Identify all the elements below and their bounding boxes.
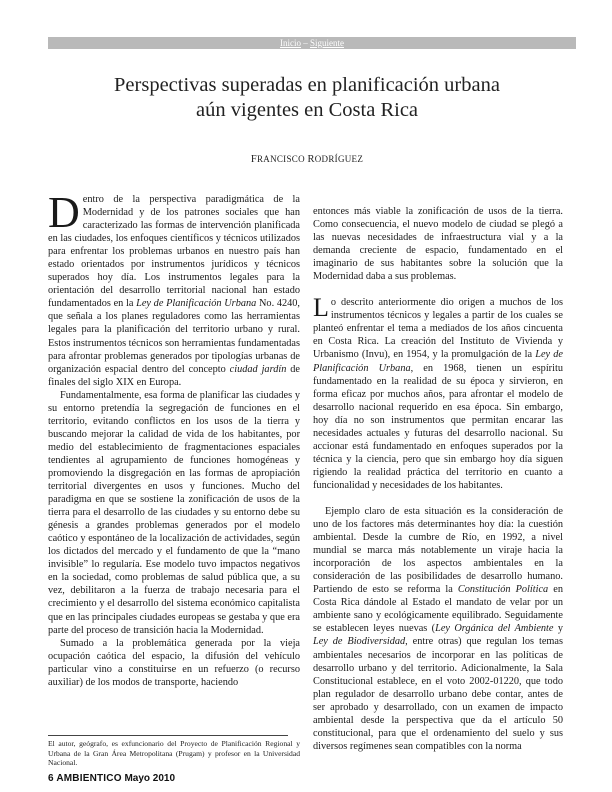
home-link[interactable]: Inicio xyxy=(280,38,301,48)
page-number: 6 xyxy=(48,773,54,784)
paragraph-text: , en 1968, tienen un espíritu fundamentado en la realidad de su época y sirvieron, en forma eficaz por muchos años, para afrontar el modelo de desarrollo nacional requerido en esa época. Sin embargo, hoy día no son instrumentos que permitan encarar las necesidades actuales y futuras del desarrollo nacional. Su accionar está fundamentado en enfoques superados por la técnica y la ciencia, pero que sin embargo hoy día siguen rigiendo la realidad práctica del territorio en cuanto a funcionalidad y necesidades de los habitantes. xyxy=(313,362,563,491)
nav-separator: – xyxy=(301,38,310,48)
paragraph-text: entro de la perspectiva paradigmática de la Modernidad y de los patrones sociales que han caracterizado las formas de intervención planificada en las ciudades, los enfoques científicos y técnicos utilizados para enfrentar los problemas urbanos en nuestro país han estado orientados por instrumentos jurídicos y técnicos superados hoy día. Los instrumentos legales para la orientación del desarrollo territorial nacional han estado fundamentados en la xyxy=(48,194,300,310)
drop-cap-d: D xyxy=(48,188,80,237)
author-initial-1: F xyxy=(250,154,257,165)
law-title: Ley de Biodiversidad xyxy=(313,636,406,648)
magazine-logo: AMBIENTICO xyxy=(56,773,122,784)
paragraph-text: o descrito anteriormente dio origen a muchos de los instrumentos técnicos y legales a partir de los cuales se planteó enfrentar el tema a mediados de los años cincuenta en Costa Rica. La creación del Instituto de Vivienda y Urbanismo (Invu), en 1954, y la promulgación de la xyxy=(313,297,563,361)
author-initial-2: R xyxy=(307,154,315,165)
paragraph-text: Ejemplo claro de esta situación es la consideración de uno de los factores más determinantes hoy día: la cuestión ambiental. Desde la cumbre de Río, en 1992, a nivel mundial se marca más notablemente un viraje hacia la incorporación de los aspectos ambientales en la consideración de las posibilidades de desarrollo humano. Partiendo de esto se reforma la xyxy=(313,505,563,596)
author-rest-1: RANCISCO xyxy=(256,154,308,164)
issue-date: Mayo 2010 xyxy=(124,773,176,784)
law-title: Ley de Planificación Urbana xyxy=(136,298,257,310)
law-title: Ley Orgánica del Ambiente xyxy=(435,623,554,635)
page-footer xyxy=(48,773,175,784)
right-column xyxy=(313,205,563,753)
nav-links xyxy=(48,37,576,49)
drop-cap-l: L xyxy=(313,293,329,323)
footnote-divider xyxy=(48,735,288,736)
concept-term: ciudad jardín xyxy=(229,363,287,375)
paragraph-text: y xyxy=(553,623,563,635)
paragraph-text: en Costa Rica dándole al Estado el mandato de velar por un ambiente sano y ecológicamente equilibrado. Seguidamente se establecen leyes nuevas ( xyxy=(313,584,564,635)
author-rest-2: ODRÍGUEZ xyxy=(314,154,364,164)
top-navigation-bar xyxy=(48,37,576,49)
article-title-line-2: aún vigentes en Costa Rica xyxy=(195,99,419,121)
left-column xyxy=(48,188,300,689)
paragraph-6 xyxy=(313,505,563,753)
article-title-line-1: Perspectivas superadas en planificación urbana xyxy=(114,74,500,96)
section-gap xyxy=(313,283,563,296)
paragraph-text: , entre otras) que regulan los temas ambientales necesarios de incorporar en las políticas de desarrollo urbano y del territorio. Adicionalmente, la Sala Constitucional establece, en el voto 2002-01220, que todo plan regulador de desarrollo urbano debe contar, antes de ser aprobado y desarrollado, con un examen de impacto ambiental desde la perspectiva que da el artículo 50 constitucional, para que el ordenamiento del suelo y sus diversos regímenes sean compatibles con la norma xyxy=(313,636,563,752)
paragraph-1 xyxy=(48,188,300,389)
paragraph-4: entonces más viable la zonificación de usos de la tierra. Como consecuencia, el nuevo modelo de ciudad se plegó a las nuevas necesidades de infraestructura vial y a la demanda creciente de espacio, fundamentado en el imaginario de sus habitantes sobre la solución que la Modernidad daba a sus problemas. xyxy=(313,206,563,283)
article-author xyxy=(48,154,566,165)
law-title: Constitución Política xyxy=(457,584,549,596)
section-gap xyxy=(313,492,563,505)
paragraph-text: de finales del siglo XIX en Europa. xyxy=(48,363,300,388)
next-link[interactable]: Siguiente xyxy=(310,38,344,48)
paragraph-text: No. 4240, que señala a los planes reguladores como las herramientas legales para la planificación del territorio urbano y rural. Estos instrumentos técnicos son herramientas fundamentadas para afrontar problemas generados por tipologías urbanas de organización espacial dentro del concepto xyxy=(48,298,300,375)
paragraph-3: Sumado a la problemática generada por la vieja ocupación caótica del espacio, la difusión del vehículo particular vino a constituirse en un refuerzo (o recurso auxiliar) de los modos de transporte, haciendo xyxy=(48,637,300,688)
author-footnote: El autor, geógrafo, es exfuncionario del Proyecto de Planificación Regional y Urbana de la Gran Área Metropolitana (Prugam) y profesor en la Universidad Nacional. xyxy=(48,739,300,768)
paragraph-5 xyxy=(313,293,563,492)
paragraph-2: Fundamentalmente, esa forma de planificar las ciudades y su entorno pretendía la segregación de funciones en el territorio, evitando conflictos en los usos de la tierra y buscando mejorar la calidad de vida de los habitantes, por medio del establecimiento de fragmentaciones espaciales tendientes al agrupamiento de funciones homogéneas y promoviendo la disgregación en las formas de apropiación territorial divergentes en usos y funciones. Mucho del paradigma en que se sostiene la zonificación de usos de la tierra para el desarrollo de las ciudades y su entorno debe su génesis a grandes problemas generados por el modelo caótico y espontáneo de la localización de actividades, según los dictados del mercado y el fundamento de que la “mano invisible” lo regularía. Ese modelo tuvo impactos negativos en la sociedad, como problemas de salud pública que, a su vez, debilitaron a la fuerza de trabajo necesaria para el crecimiento y el desarrollo del sistema económico capitalista que en las principales ciudades europeas se gestaba y que era parte del proceso de transición hacia la Modernidad. xyxy=(48,389,300,636)
law-title: Ley de Planificación Urbana xyxy=(313,349,563,374)
